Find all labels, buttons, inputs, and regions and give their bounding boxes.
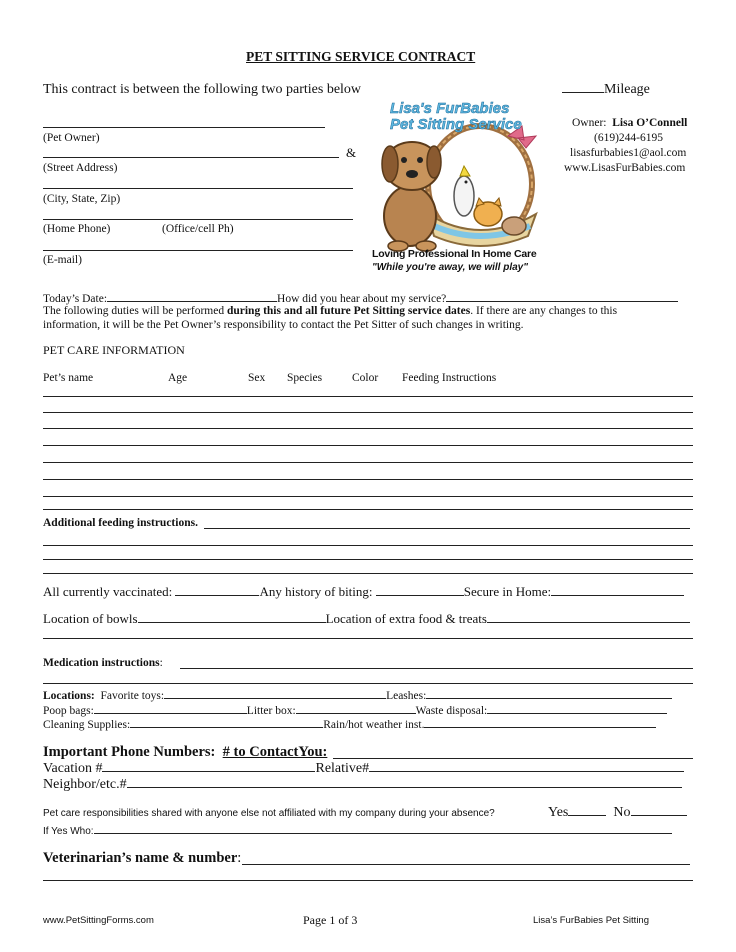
vacation-field[interactable] [102,761,315,772]
footer-left: www.PetSittingForms.com [43,915,154,926]
hear-about-label: How did you hear about my service? [277,293,447,305]
col-age: Age [168,372,188,384]
duties-text-b: . If there are any changes to this [470,305,618,317]
pet-row-line[interactable] [43,462,693,463]
vet-line[interactable] [43,880,693,881]
pet-owner-label: (Pet Owner) [43,132,100,144]
medication-label: Medication instructions [43,657,160,669]
litter-box-label: Litter box: [246,705,296,717]
neighbor-label: Neighbor/etc.# [43,777,127,792]
phone-header-row [43,744,327,761]
duties-text-bold: during this and all future Pet Sitting service dates [226,305,471,317]
neighbor-field[interactable] [127,777,682,788]
owner-name: Lisa O’Connell [612,117,688,129]
additional-feeding-label: Additional feeding instructions. [43,517,198,529]
if-yes-row [43,823,672,837]
logo-line-2: Pet Sitting Service [390,116,522,133]
email-label: (E-mail) [43,254,82,266]
leashes-field[interactable] [426,688,672,699]
company-logo [368,96,558,282]
biting-field[interactable] [376,585,464,596]
rain-field[interactable] [424,717,656,728]
pet-care-header: PET CARE INFORMATION [43,343,185,357]
pet-owner-line[interactable] [43,127,325,128]
date-row [43,291,678,305]
waste-field[interactable] [487,703,667,714]
intro-text: This contract is between the following two parties below [43,82,362,97]
mileage-field[interactable] [562,82,650,98]
owner-label: Owner: [572,117,607,129]
logo-line-1: Lisa's FurBabies [390,100,510,117]
bowls-row [43,611,690,627]
relative-label: Relative# [315,761,370,776]
pet-row-line[interactable] [43,396,693,397]
locations-label: Locations: [43,690,95,702]
feeding-line[interactable] [43,545,693,546]
col-color: Color [352,372,379,384]
additional-feeding-field[interactable] [204,528,690,529]
pet-row-line[interactable] [43,496,693,497]
logo-tagline-1: Loving Professional In Home Care [372,248,537,260]
owner-email: lisasfurbabies1@aol.com [570,147,687,159]
duties-line-1 [43,305,617,317]
vet-colon: : [237,850,242,866]
vacation-label: Vacation # [43,761,103,776]
todays-date-label: Today’s Date: [43,293,108,305]
street-address-line[interactable] [43,157,339,158]
medication-row [43,657,163,669]
poop-row [43,703,667,717]
vet-field[interactable] [242,864,690,865]
contact-you-field[interactable] [333,758,693,759]
cleaning-row [43,717,656,731]
phone-header: Important Phone Numbers: [43,744,216,760]
owner-website: www.LisasFurBabies.com [564,162,686,174]
pet-row-line[interactable] [43,428,693,429]
no-field[interactable] [631,805,687,816]
vaccinated-field[interactable] [175,585,259,596]
leashes-label: Leashes: [386,690,427,702]
vacation-row [43,761,684,777]
phone-line[interactable] [43,219,353,220]
hear-about-field[interactable] [446,291,678,302]
bowls-field[interactable] [138,612,326,623]
extra-food-label: Location of extra food & treats [325,611,487,626]
vaccinated-label: All currently vaccinated: [43,584,173,599]
cleaning-label: Cleaning Supplies: [43,719,131,731]
vet-label: Veterinarian’s name & number [43,850,238,866]
poop-bags-field[interactable] [94,703,247,714]
home-phone-label: (Home Phone) [43,223,111,235]
toys-label: Favorite toys: [100,690,165,702]
waste-label: Waste disposal: [415,705,488,717]
bowls-extra-line[interactable] [43,638,693,639]
if-yes-field[interactable] [94,823,672,834]
pet-row-line[interactable] [43,412,693,413]
yes-label: Yes [548,805,569,820]
no-label: No [613,805,631,820]
col-species: Species [287,372,323,384]
pet-row-line[interactable] [43,479,693,480]
footer-right: Lisa’s FurBabies Pet Sitting [533,915,649,926]
shared-question: Pet care responsibilities shared with anyone else not affiliated with my company during your absence? [43,808,495,819]
if-yes-label: If Yes Who: [43,826,94,837]
owner-phone: (619)244-6195 [594,132,663,144]
rain-label: Rain/hot weather inst. [323,719,425,731]
feeding-line[interactable] [43,573,693,574]
litter-box-field[interactable] [296,703,416,714]
pet-row-line[interactable] [43,509,693,510]
medication-colon: : [159,657,163,669]
email-line[interactable] [43,250,353,251]
col-feeding: Feeding Instructions [402,372,497,384]
col-pet-name: Pet’s name [43,372,94,384]
mileage-label: Mileage [604,82,650,97]
logo-tagline-2: "While you're away, we will play" [372,262,528,273]
extra-food-field[interactable] [487,612,690,623]
bowls-label: Location of bowls [43,611,138,626]
poop-bags-label: Poop bags: [43,705,94,717]
vaccinated-row [43,584,684,600]
biting-label: Any history of biting: [259,584,373,599]
duties-text-a: The following duties will be performed [43,305,227,317]
todays-date-field[interactable] [107,291,277,302]
city-state-zip-label: (City, State, Zip) [43,193,121,205]
medication-line[interactable] [43,683,693,684]
yes-no-row [548,805,687,821]
office-phone-label: (Office/cell Ph) [162,223,234,235]
col-sex: Sex [248,372,266,384]
ampersand: & [346,145,357,160]
street-address-label: (Street Address) [43,162,118,174]
relative-field[interactable] [369,761,684,772]
yes-field[interactable] [568,805,606,816]
duties-line-2: information, it will be the Pet Owner’s responsibility to contact the Pet Sitter of such changes in writing. [43,319,524,331]
secure-label: Secure in Home: [463,584,552,599]
contact-you-label: # to ContactYou: [222,744,328,760]
locations-row [43,688,672,702]
neighbor-row [43,777,682,793]
medication-field[interactable] [180,668,693,669]
owner-line [572,117,687,129]
pet-row-line[interactable] [43,445,693,446]
cleaning-field[interactable] [130,717,323,728]
contract-title: PET SITTING SERVICE CONTRACT [246,49,476,64]
footer-page-number: Page 1 of 3 [303,913,358,927]
city-state-zip-line[interactable] [43,188,353,189]
feeding-line[interactable] [43,559,693,560]
vet-row [43,850,241,867]
toys-field[interactable] [164,688,386,699]
secure-field[interactable] [551,585,684,596]
